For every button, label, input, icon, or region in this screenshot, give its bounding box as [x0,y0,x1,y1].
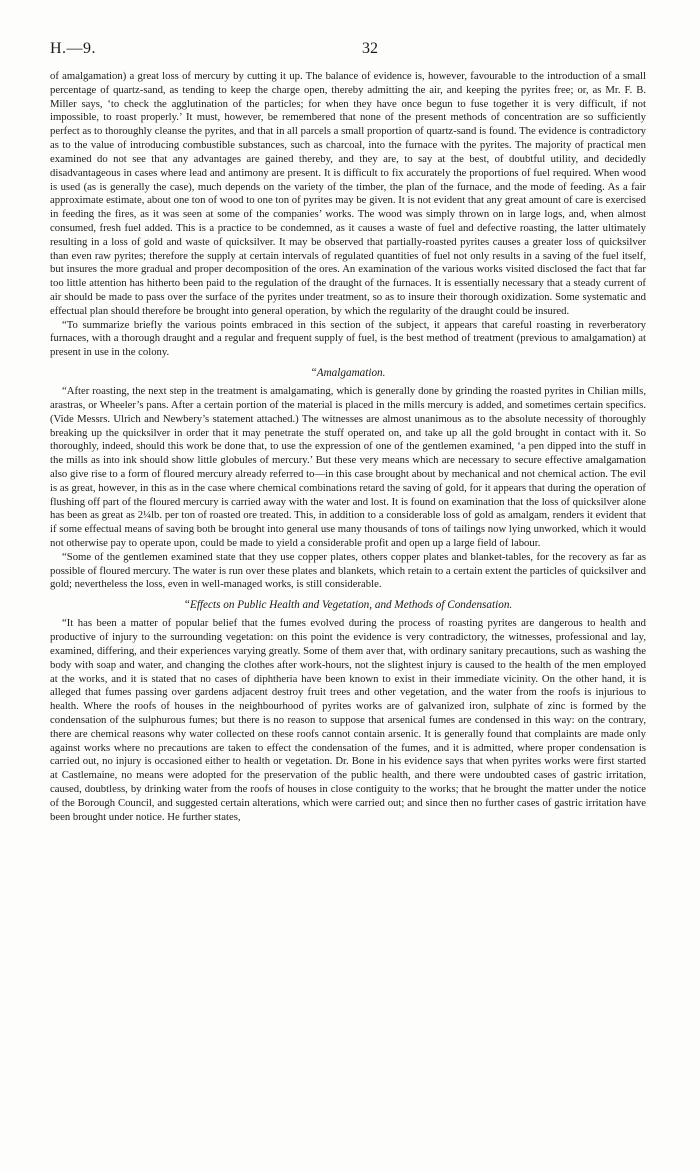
section-heading-amalgamation: “Amalgamation. [310,367,386,380]
paragraph-roasting-continued: of amalgamation) a great loss of mercury by cutting it up. The balance of evidence is, however, favourable to the introduction of a small percentage of quartz-sand, as tending to keep the charge open, thereby admitting the air, and keeping the pyrites free; or, as Mr. F. B. Miller says, ‘to check the agglutination of the particles; for when they have once begun to fuse together it is very difficult, if not impossible, to roast properly.’ It must, however, be remembered that none of the present methods of concentration are so sufficiently perfect as to thoroughly cleanse the pyrites, and that in all parcels a small proportion of quartz-sand is found. The evidence is contradictory as to the value of introducing combustible substances, such as charcoal, into the furnace with the pyrites. The majority of practical men examined do not see that any advantages are gained thereby, and they are, to say at the best, of doubtful utility, and decidedly disadvantageous in cases where lead and antimony are present. It is difficult to fix accurately the proportions of fuel required. When wood is used (as is generally the case), much depends on the variety of the timber, the plan of the furnace, and the mode of feeding. As a fair approximate estimate, about one ton of wood to one ton of pyrites may be given. It is not evident that any great amount of care is exercised in feeding the fires, as it was seen at some of the companies’ works. The wood was simply thrown on in large logs, and, when almost consumed, fresh fuel added. This is a practice to be condemned, as it causes a waste of fuel and defective roasting, the latter ultimately resulting in a loss of gold and waste of quicksilver. It may be observed that partially-roasted pyrites causes a greater loss of quicksilver than even raw pyrites; therefore the supply at certain intervals of regulated quantities of fuel not only results in a saving of the fuel itself, but insures the more gradual and proper decomposition of the ores. An examination of the various works visited disclosed the fact that far too little attention has hitherto been paid to the regulation of the draught of the furnaces. It is essentially necessary that a steady current of air should be made to pass over the surface of the pyrites under treatment, so as to insure their thorough oxidization. Some systematic and effectual plan should therefore be brought into general operation, by which the regularity of the draught could be insured. [50,70,646,317]
body-text [50,70,646,824]
page-header [50,40,642,64]
paragraph-roasting-summary: “To summarize briefly the various points embraced in this section of the subject, it appears that careful roasting in reverberatory furnaces, with a thorough draught and a regular and frequent supply of fuel, is the best method of treatment (previous to amalgamation) at present in use in the colony. [50,318,646,359]
paragraph-amalgamation: “After roasting, the next step in the treatment is amalgamating, which is generally done by grinding the roasted pyrites in Chilian mills, arastras, or Wheeler’s pans. After a certain portion of the material is placed in the mills mercury is added, and sometimes certain specifics. (Vide Messrs. Ulrich and Newbery’s statement attached.) The witnesses are almost unanimous as to the absolute necessity of thoroughly breaking up the quicksilver in order that it may penetrate the stuff operated on, and take up all the gold brought in contact with it. So thoroughly, indeed, should this work be done that, to use the expression of one of the gentlemen examined, ‘a pen dipped into the stuff in the mills as into ink should show little globules of mercury.’ But these very means which are necessary to secure effective amalgamation also give rise to a form of floured mercury already referred to—in this case brought about by mechanical and not chemical action. The evil is as great, however, in this as in the case where chemical combinations retard the saving of gold, for it appears that during the operation of flushing off part of the floured mercury is carried away with the water and lost. It is found on examination that the loss of quicksilver alone has been as great as 2¼lb. per ton of roasted ore treated. This, in addition to a considerable loss of gold as amalgam, renders it evident that if some effectual means of saving both be brought into general use many thousands of tons of tailings now lying unworked, which it would not otherwise pay to operate upon, could be made to yield a considerable profit and open up a large field of labour. [50,385,646,549]
paragraph-copper-plates: “Some of the gentlemen examined state that they use copper plates, others copper plates and blanket-tables, for the recovery as far as possible of floured mercury. The water is run over these plates and blankets, which retain to a certain extent the particles of quicksilver and gold; nevertheless the loss, even in well-managed works, is still considerable. [50,550,646,591]
section-heading-public-health: “Effects on Public Health and Vegetation, and Methods of Condensation. [183,599,513,612]
paragraph-public-health: “It has been a matter of popular belief that the fumes evolved during the process of roasting pyrites are dangerous to health and productive of injury to the surrounding vegetation: on this point the evidence is very contradictory, the witnesses, professional and lay, examined, differing, and their experiences varying greatly. Some of them aver that, with ordinary sanitary precautions, such as washing the body with soap and water, and changing the clothes after work-hours, not the slightest injury is caused to the health of the men employed at the works, and it is stated that no cases of diphtheria have been known to exist in their immediate vicinity. On the other hand, it is alleged that fumes passing over gardens adjacent destroy fruit trees and other vegetation, and the water from the roofs is injurious to health. Where the roofs of houses in the neighbourhood of pyrites works are of galvanized iron, sulphate of zinc is formed by the condensation of the sulphurous fumes; but there is no reason to suppose that arsenical fumes are condensed in this way: on the contrary, there are chemical reasons why water collected on these roofs cannot contain arsenic. It is generally found that complaints are made only against works where no precautions are taken to effect the condensation of the fumes, and it is admitted, where proper condensation is carried out, no injury is occasioned either to health or vegetation. Dr. Bone in his evidence says that when pyrites works were first started at Castlemaine, no means were adopted for the preservation of the public health, and there were undoubted cases of gastric irritation, caused, doubtless, by drinking water from the roofs of houses in close contiguity to the works; that he brought the matter under the notice of the Borough Council, and suggested certain alterations, which were carried out; and since then no further cases of gastric irritation have been brought under notice. He further states, [50,617,646,823]
document-reference: H.—9. [50,40,97,57]
page-number: 32 [362,40,378,57]
